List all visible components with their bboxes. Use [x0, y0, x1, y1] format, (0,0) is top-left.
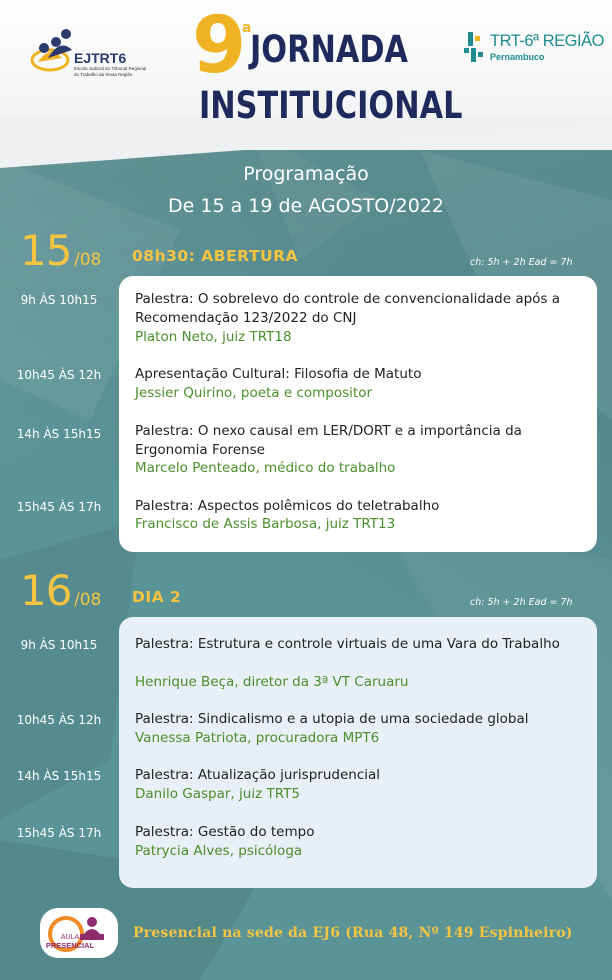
footer-location: Presencial na sede da EJ6 (Rua 48, Nº 149 Espinheiro): [133, 925, 573, 941]
day1-session1-talk: Palestra: O sobrelevo do controle de convencionalidade após a Recomendação 123/2022 do CNJ: [135, 291, 561, 326]
title-jornada: JORNADA: [250, 28, 408, 71]
trt6-logo-title: TRT-6ª REGIÃO: [490, 32, 604, 50]
day2-session1-talk: Palestra: Estrutura e controle virtuais de uma Vara do Trabalho: [135, 636, 560, 652]
day2-session2-speaker: Vanessa Patriota, procuradora MPT6: [135, 730, 380, 746]
day1-session3-speaker: Marcelo Penteado, médico do trabalho: [135, 460, 396, 476]
day1-number: 15: [20, 226, 72, 275]
day1-month: /08: [74, 250, 102, 270]
edition-number: 9: [192, 1, 245, 91]
day1-hours: ch: 5h + 2h Ead = 7h: [470, 257, 573, 268]
day1-session2-time: 10h45 ÀS 12h: [16, 368, 102, 382]
day2-hours: ch: 5h + 2h Ead = 7h: [470, 597, 573, 608]
aula-badge-line2: PRESENCIAL: [45, 941, 95, 950]
day2-month: /08: [74, 590, 102, 610]
program-heading: Programação: [243, 163, 369, 185]
day1-session4-speaker: Francisco de Assis Barbosa, juiz TRT13: [135, 516, 396, 532]
day2-session2-time: 10h45 ÀS 12h: [16, 713, 102, 727]
day1-title: 08h30: ABERTURA: [132, 247, 298, 265]
day2-session2-talk: Palestra: Sindicalismo e a utopia de uma sociedade global: [135, 711, 529, 727]
aula-badge-line1: AULA: [60, 934, 80, 941]
trt6-logo-subtitle: Pernambuco: [490, 52, 545, 62]
day1-session3-time: 14h ÀS 15h15: [16, 427, 102, 441]
day1-session4-time: 15h45 ÀS 17h: [16, 500, 102, 514]
ejtrt6-logo-subtitle: Escola Judicial do Tribunal Regional do Trabalho da Sexta Região: [74, 66, 147, 77]
edition-suffix: a: [242, 20, 252, 36]
day1-session3-talk: Palestra: O nexo causal em LER/DORT e a importância da Ergonomia Forense: [135, 423, 522, 458]
day2-session1-time: 9h ÀS 10h15: [20, 638, 98, 652]
title-institucional: INSTITUCIONAL: [199, 84, 463, 127]
day1-session2-speaker: Jessier Quirino, poeta e compositor: [135, 385, 373, 401]
aula-presencial-icon: [40, 908, 118, 958]
day2-session4-talk: Palestra: Gestão do tempo: [135, 824, 315, 840]
trt6-logo-icon: [462, 30, 492, 66]
day2-session3-talk: Palestra: Atualização jurisprudencial: [135, 767, 381, 783]
day2-number: 16: [20, 566, 72, 615]
day2-session3-time: 14h ÀS 15h15: [16, 769, 102, 783]
day1-session1-speaker: Platon Neto, juiz TRT18: [135, 329, 292, 345]
day2-title: DIA 2: [132, 588, 182, 606]
day1-session4-talk: Palestra: Aspectos polêmicos do teletrabalho: [135, 498, 440, 514]
day2-session4-speaker: Patrycia Alves, psicóloga: [135, 843, 303, 859]
day1-session2-talk: Apresentação Cultural: Filosofia de Matuto: [135, 366, 422, 382]
day1-session1-time: 9h ÀS 10h15: [20, 293, 98, 307]
day2-session4-time: 15h45 ÀS 17h: [16, 826, 102, 840]
ejtrt6-logo-text: EJTRT6: [74, 50, 127, 66]
day2-session3-speaker: Danilo Gaspar, juiz TRT5: [135, 786, 300, 802]
program-dates: De 15 a 19 de AGOSTO/2022: [168, 195, 444, 217]
day2-session1-speaker: Henrique Beça, diretor da 3ª VT Caruaru: [135, 674, 409, 690]
aula-presencial-badge: [40, 908, 118, 958]
